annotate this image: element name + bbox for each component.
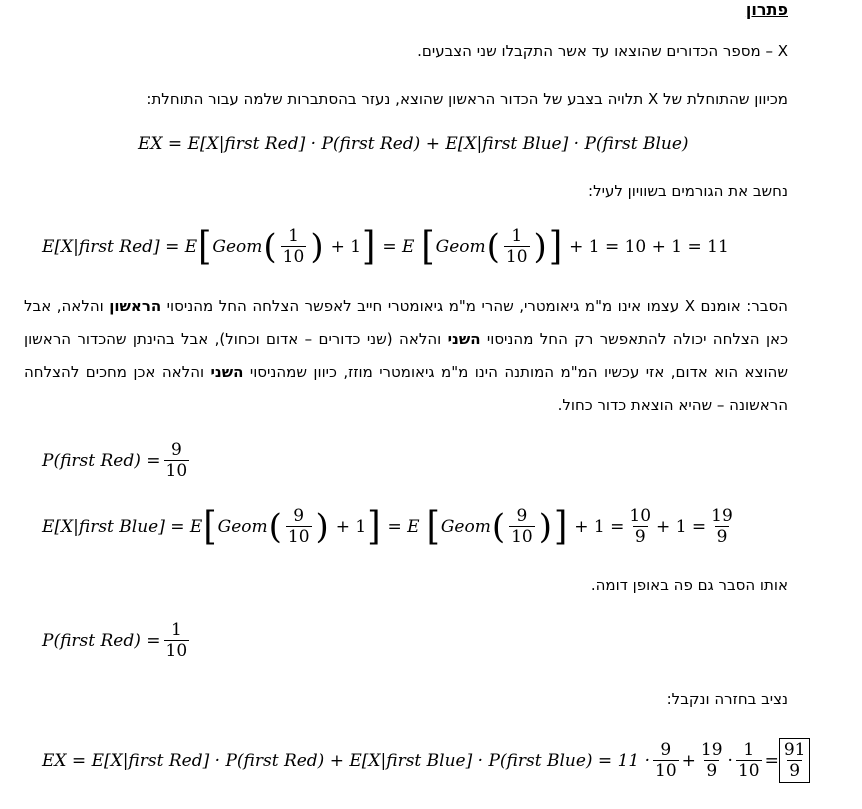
eq2-fraction: $\frac{1}{10}$ — [282, 226, 305, 267]
eq2-plus-one: + 1 — [330, 236, 362, 257]
equation-final: EX = E[X|first Red] · P(first Red) + E[X|first Blue] · P(first Blue) = 11 · $\frac{9}{10}$ + $\frac{19}{9}$ · $\frac{1}{10}$ = $\frac{91}{9}$ — [42, 738, 810, 783]
eq6-fraction-2: $\frac{19}{9}$ — [700, 740, 723, 781]
eq2-eq: = E — [382, 236, 415, 257]
equation-total-expectation: EX = E[X|first Red] · P(first Red) + E[X|first Blue] · P(first Blue) — [138, 134, 689, 154]
eq4-fraction-4: $\frac{19}{9}$ — [711, 506, 733, 547]
eq4-fraction-3: $\frac{10}{9}$ — [629, 506, 652, 547]
section-title: פתרון — [745, 0, 788, 19]
final-answer-box — [779, 738, 811, 783]
bold-first: הראשון — [109, 297, 162, 315]
equation-blue: E[X|first Blue] = E [ Geom ( $\frac{9}{10}$ ) + 1 ] = E [ Geom ( $\frac{9}{10}$ ) ] + 1 = $\frac{10}{9}$ + 1 = $\frac{19}{9}$ — [42, 503, 733, 550]
equation-red: E[X|first Red] = E [ Geom ( $\frac{1}{10}$ ) + 1 ] = E [ Geom ( $\frac{1}{10}$ ) ] + 1 = 10 + 1 = 11 — [42, 223, 729, 270]
compute-line: נחשב את הגורמים בשוויון לעיל: — [588, 182, 788, 200]
eq6-answer-fraction: $\frac{91}{9}$ — [783, 740, 806, 781]
intro-line: מכיוון שהתוחלת של X תלויה בצבע של הכדור הראשון שהוצא, נעזר בהסתברות שלמה עבור התוחלת: — [146, 90, 788, 108]
substitute-line: נציב בחזרה ונקבל: — [666, 690, 788, 708]
eq2-geom-2: Geom — [435, 236, 486, 257]
eq6-fraction-3: $\frac{1}{10}$ — [737, 740, 760, 781]
eq6-fraction-1: $\frac{9}{10}$ — [655, 740, 677, 781]
explanation-paragraph: הסבר: אומנם X עצמו אינו מ"מ גיאומטרי, שהרי מ"מ גיאומטרי חייב לאפשר הצלחה החל מהניסוי הראשון והלאה, אבל כאן הצלחה יכולה להתאפשר רק החל מהניסוי השני והלאה (שני כדורים – אדום וכחול), אבל בהינתן שהכדור הראשון שהוצא הוא אדום, אזי עכשיו המ"מ המותנה הינו מ"מ גיאומטרי מוזז, כיוון שמהניסוי השני והלאה אכן מחכים להצלחה הראשונה – שהיא הוצאת כדור כחול. — [24, 297, 789, 414]
equation-p-first-red-1: P(first Red) = $\frac{9}{10}$ — [42, 440, 188, 481]
eq4-fraction: $\frac{9}{10}$ — [287, 506, 310, 547]
eq4-fraction-2: $\frac{9}{10}$ — [511, 506, 533, 547]
bold-second-2: השני — [210, 363, 244, 381]
eq5-fraction: $\frac{1}{10}$ — [165, 620, 188, 661]
eq2-fraction-2: $\frac{1}{10}$ — [505, 226, 528, 267]
bold-second: השני — [447, 330, 481, 348]
eq2-lhs: E[X|first Red] = E — [42, 236, 198, 257]
equation-p-first-red-2: P(first Red) = $\frac{1}{10}$ — [42, 620, 188, 661]
eq2-tail: + 1 = 10 + 1 = 11 — [569, 236, 729, 257]
eq2-geom: Geom — [212, 236, 263, 257]
definition-line: X – מספר הכדורים שהוצאו עד אשר התקבלו שני הצבעים. — [417, 42, 788, 60]
eq3-fraction: $\frac{9}{10}$ — [165, 440, 188, 481]
same-explanation-line: אותו הסבר גם פה באופן דומה. — [590, 576, 788, 594]
